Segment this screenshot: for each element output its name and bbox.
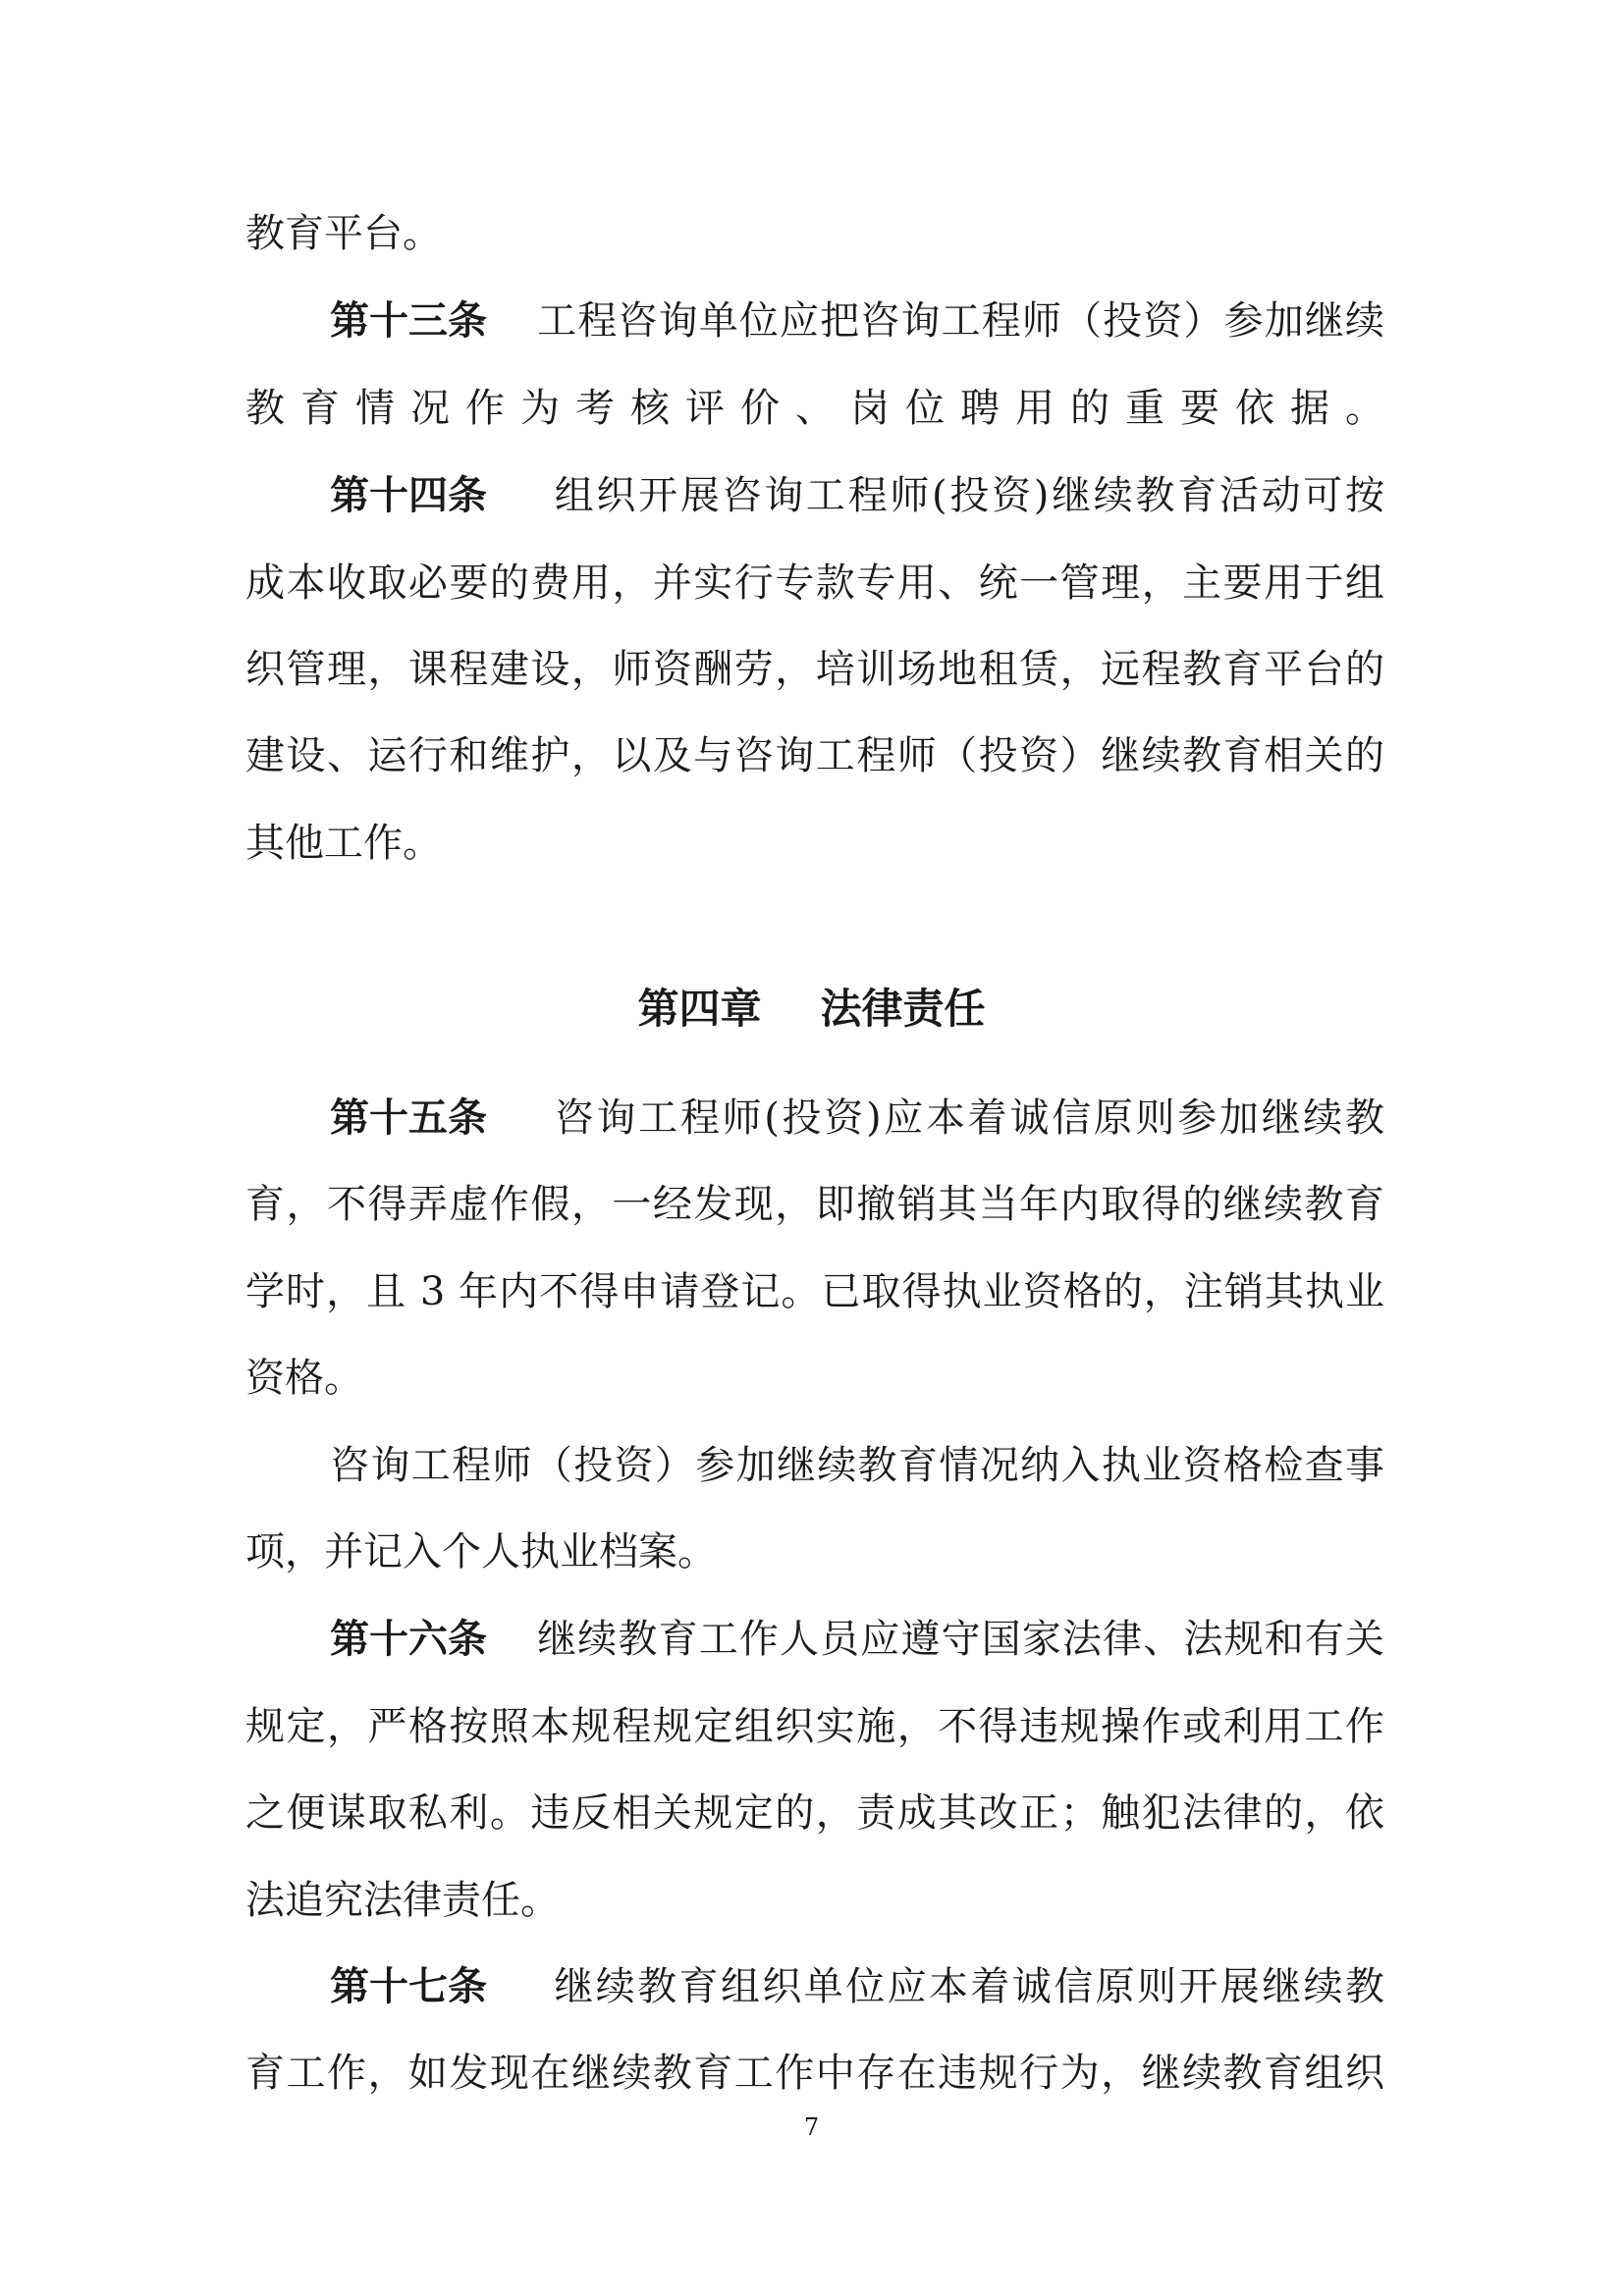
article-15-line-4: 资格。 — [245, 1356, 363, 1401]
article-15-para-2-line-2: 项，并记入个人执业档案。 — [245, 1529, 717, 1575]
article-15-line-1: 第十五条 咨询工程师(投资)应本着诚信原则参加继续教 — [330, 1095, 1384, 1141]
chapter-number: 第四章 — [637, 985, 762, 1033]
chapter-heading — [0, 984, 1623, 1035]
article-14-line-5: 其他工作。 — [245, 821, 442, 866]
article-14-line-3: 织管理，课程建设，师资酬劳，培训场地租赁，远程教育平台的 — [245, 647, 1384, 692]
article-15-line-3: 学时，且 3 年内不得申请登记。已取得执业资格的，注销其执业 — [245, 1269, 1384, 1314]
article-16-line-3: 之便谋取私利。违反相关规定的，责成其改正；触犯法律的，依 — [245, 1790, 1384, 1836]
article-14-line-4: 建设、运行和维护，以及与咨询工程师（投资）继续教育相关的 — [245, 733, 1384, 778]
article-15-line-2: 育，不得弄虚作假，一经发现，即撤销其当年内取得的继续教育 — [245, 1182, 1384, 1227]
article-17-title: 第十七条 — [330, 1964, 487, 2009]
chapter-title: 法律责任 — [820, 985, 986, 1033]
page-number: 7 — [803, 2113, 820, 2141]
article-17-line-2: 育工作，如发现在继续教育工作中存在违规行为，继续教育组织 — [245, 2051, 1384, 2096]
article-16-line-1: 第十六条 继续教育工作人员应遵守国家法律、法规和有关 — [330, 1617, 1384, 1662]
text-line: 教育平台。 — [245, 211, 442, 256]
article-13-line-2: 教育情况作为考核评价、岗位聘用的重要依据。 — [245, 386, 1384, 431]
article-13-title: 第十三条 — [330, 298, 487, 344]
article-14-line-1: 第十四条 组织开展咨询工程师(投资)继续教育活动可按 — [330, 473, 1384, 518]
article-16-line-4: 法追究法律责任。 — [245, 1878, 560, 1923]
article-15-para-2-line-1: 咨询工程师（投资）参加继续教育情况纳入执业资格检查事 — [330, 1443, 1384, 1488]
article-16-line-2: 规定，严格按照本规程规定组织实施，不得违规操作或利用工作 — [245, 1704, 1384, 1749]
article-14-line-2: 成本收取必要的费用，并实行专款专用、统一管理，主要用于组 — [245, 561, 1384, 606]
article-14-title: 第十四条 — [330, 473, 487, 518]
article-16-title: 第十六条 — [330, 1617, 487, 1662]
article-17-line-1: 第十七条 继续教育组织单位应本着诚信原则开展继续教 — [330, 1964, 1384, 2009]
article-15-title: 第十五条 — [330, 1095, 487, 1141]
article-13-line-1: 第十三条 工程咨询单位应把咨询工程师（投资）参加继续 — [330, 298, 1384, 344]
